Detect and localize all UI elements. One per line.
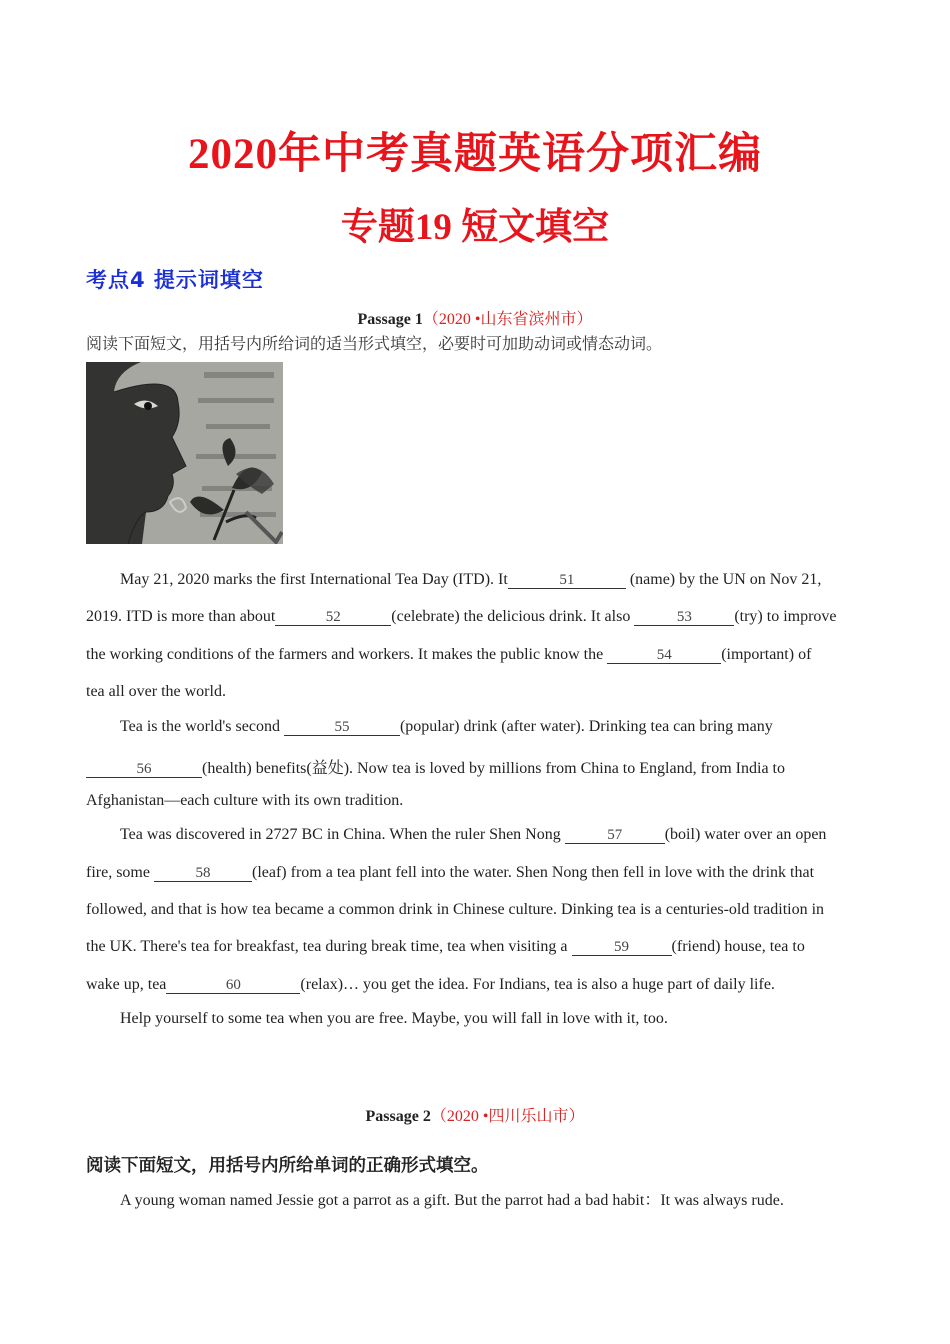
document-subtitle: 专题19 短文填空 [340,207,610,248]
blank-52[interactable]: 52 [275,610,391,626]
blank-57[interactable]: 57 [565,828,665,844]
passage1-line-8: Tea was discovered in 2727 BC in China. When the ruler Shen Nong 57 (boil) water over an open [120,826,827,843]
passage1-line-2: 2019. ITD is more than about 52 (celebrate) the delicious drink. It also 53 (try) to improve [86,608,837,625]
blank-51[interactable]: 51 [508,573,626,589]
tea-illustration-image [86,362,283,544]
passage1-line-4: tea all over the world. [86,683,226,700]
passage2-label: Passage 2 [365,1108,431,1125]
passage2-instructions: 阅读下面短文，用括号内所给单词的正确形式填空。 [86,1155,489,1175]
passage2-line-1: A young woman named Jessie got a parrot as a gift. But the parrot had a bad habit：It was always rude. [120,1192,784,1209]
passage1-label: Passage 1 [357,311,423,328]
blank-60[interactable]: 60 [166,978,300,994]
blank-59[interactable]: 59 [572,940,672,956]
blank-53[interactable]: 53 [634,610,734,626]
document-title: 2020年中考真题英语分项汇编 [188,131,762,178]
passage1-instructions: 阅读下面短文，用括号内所给词的适当形式填空，必要时可加助动词或情态动词。 [86,336,663,353]
passage1-line-11: the UK. There's tea for breakfast, tea during break time, tea when visiting a 59 (friend) house, tea to [86,938,805,955]
passage1-line-5: Tea is the world's second 55 (popular) drink (after water). Drinking tea can bring many [120,718,773,735]
passage1-line-6: 56 (health) benefits(益处). Now tea is loved by millions from China to England, from India to [86,755,876,778]
passage1-line-12: wake up, tea 60 (relax)… you get the idea. For Indians, tea is also a huge part of daily life. [86,976,775,993]
passage2-source: （2020 •四川乐山市） [430,1108,585,1125]
passage1-source: （2020 •山东省滨州市） [422,311,593,328]
passage2-heading [0,1103,950,1126]
section-heading: 考点4 提示词填空 [86,268,264,292]
passage1-line-7: Afghanistan—each culture with its own tradition. [86,792,404,809]
passage1-line-10: followed, and that is how tea became a common drink in Chinese culture. Dinking tea is a centuries-old tradition in [86,901,825,918]
passage1-line-1: May 21, 2020 marks the first International Tea Day (ITD). It 51 (name) by the UN on Nov 21, [120,571,822,588]
passage1-line-9: fire, some 58 (leaf) from a tea plant fell into the water. Shen Nong then fell in love with the drink that [86,864,815,881]
blank-56[interactable]: 56 [86,762,202,778]
passage1-heading [0,306,950,329]
passage1-line-13: Help yourself to some tea when you are free. Maybe, you will fall in love with it, too. [120,1010,668,1027]
blank-54[interactable]: 54 [607,648,721,664]
blank-58[interactable]: 58 [154,866,252,882]
passage1-line-3: the working conditions of the farmers and workers. It makes the public know the 54 (important) of [86,646,812,663]
blank-55[interactable]: 55 [284,720,400,736]
